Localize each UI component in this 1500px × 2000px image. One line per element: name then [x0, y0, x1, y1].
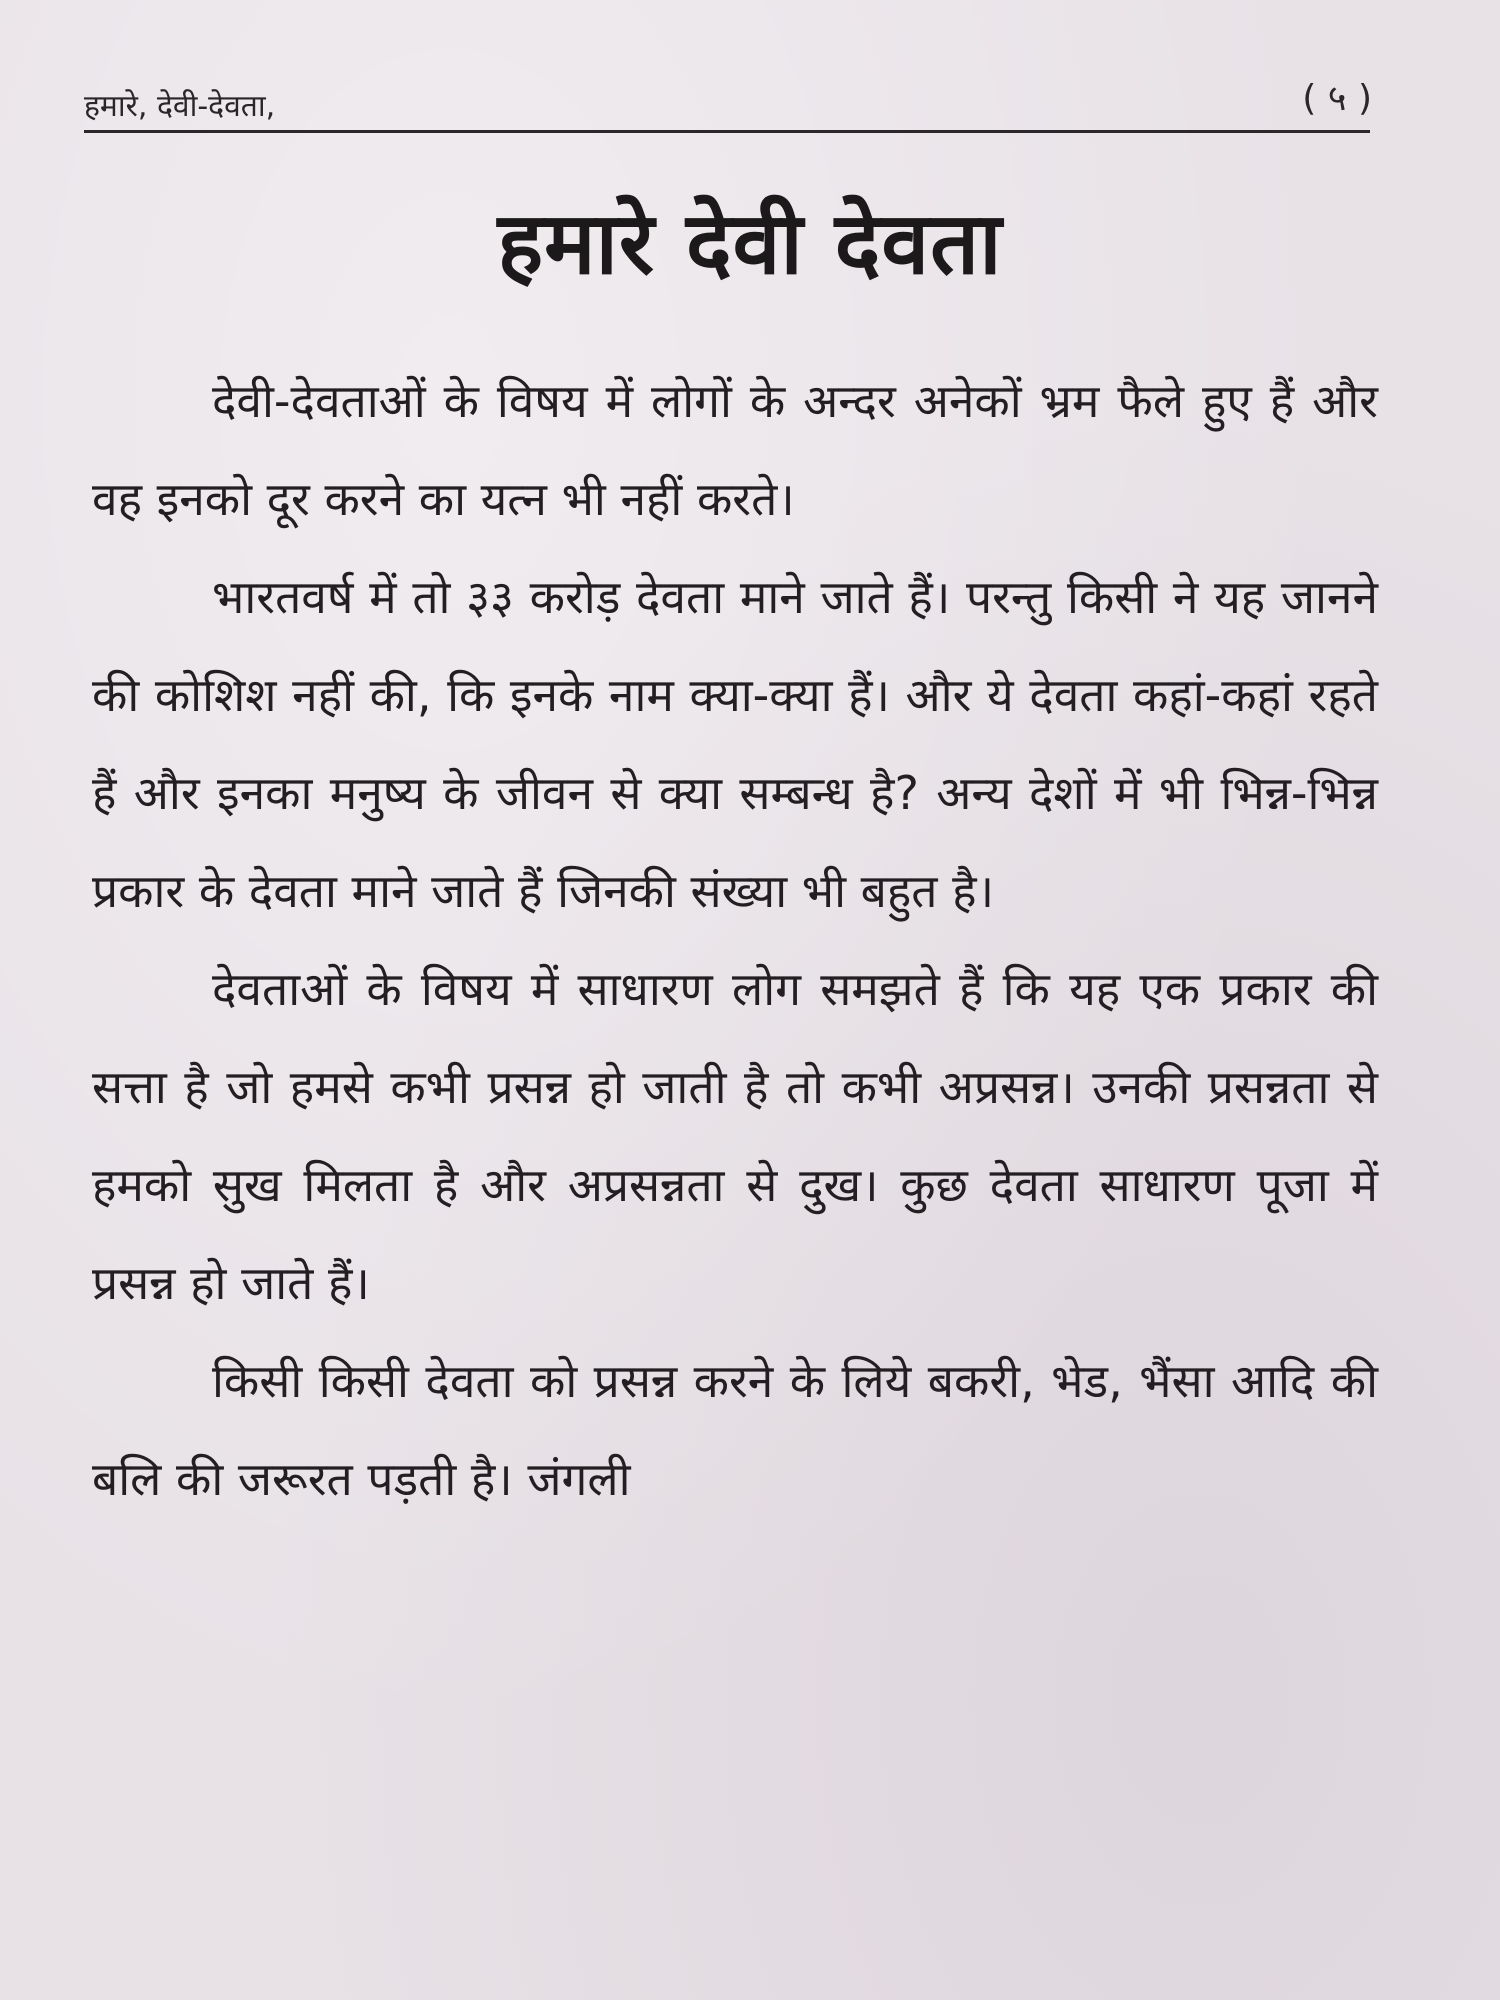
paragraph-3: देवताओं के विषय में साधारण लोग समझते हैं कि यह एक प्रकार की सत्ता है जो हमसे कभी प्रसन्न हो जाती है तो कभी अप्रसन्न। उनकी प्रसन्नता से हमको सुख मिलता है और अप्रसन्नता से दुख। कुछ देवता साधारण पूजा में प्रसन्न हो जाते हैं। [92, 962, 1378, 1310]
header-rule [84, 130, 1370, 133]
chapter-title: हमारे देवी देवता [497, 194, 1003, 294]
paragraph-4: किसी किसी देवता को प्रसन्न करने के लिये बकरी, भेड, भैंसा आदि की बलि की जरूरत पड़ती है। जंगली [92, 1354, 1378, 1506]
page-number: ( ५ ) [1302, 78, 1372, 119]
running-head: हमारे, देवी-देवता, [84, 89, 276, 124]
paragraph-2: भारतवर्ष में तो ३३ करोड़ देवता माने जाते हैं। परन्तु किसी ने यह जानने की कोशिश नहीं की, कि इनके नाम क्या-क्या हैं। और ये देवता कहां-कहां रहते हैं और इनका मनुष्य के जीवन से क्या सम्बन्ध है? अन्य देशों में भी भिन्न-भिन्न प्रकार के देवता माने जाते हैं जिनकी संख्या भी बहुत है। [92, 570, 1378, 918]
body-text [92, 352, 1378, 1528]
paragraph-1: देवी-देवताओं के विषय में लोगों के अन्दर अनेकों भ्रम फैले हुए हैं और वह इनको दूर करने का यत्न भी नहीं करते। [92, 374, 1378, 526]
